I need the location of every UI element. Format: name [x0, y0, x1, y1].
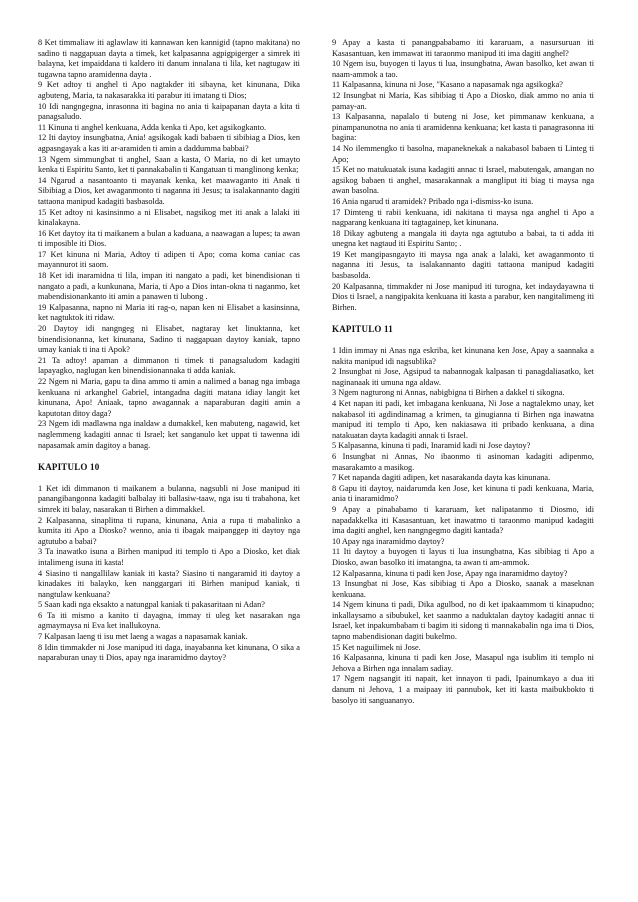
- verse-paragraph: 7 Ket napanda dagiti adipen, ket nasarakanda dayta kas kinunana.: [332, 473, 551, 483]
- verse-paragraph: 13 Ngem simmungbat ti anghel, Saan a kasta, O Maria, no di ket umayto kenka ti Espiritu Santo, ket ti pannakabalin ti Kangatuan ti manglinong kenka;: [38, 154, 300, 175]
- right-block-2: [332, 346, 594, 706]
- verse-paragraph: 14 Ngarud a nasantoanto ti mayanak kenka, ket maawaganto iti Anak ti Sibibiag a Dios, ket awaganmonto ti naganna iti Jesus; ta isalakannanto dagiti tattaona manipud kadagiti basbasolda.: [38, 175, 300, 206]
- verse-paragraph: 3 Ngem nagturong ni Annas, nabigbigna ti Birhen a dakkel ti sikogna.: [332, 388, 565, 398]
- verse-paragraph: 23 Ngem idi madlawna nga inaldaw a dumakkel, ken mabuteng, nagawid, ket naglemmeng kadagiti annac ti Israel; ket sanganulo ket uppat ti tawenna idi napasamak amin dagitoy a banag.: [38, 419, 300, 450]
- left-column: [38, 38, 300, 664]
- left-block-2: [38, 484, 300, 664]
- verse-paragraph: 20 Daytoy idi nangngeg ni Elisabet, nagtaray ket linuktanna, ket binendisionanna, ket kinunana, Sadino ti naggapuan daytoy kaniak, tapno umay kaniak ti ina ti Apok?: [38, 324, 300, 355]
- verse-paragraph: 22 Ngem ni Maria, gapu ta dina ammo ti amin a nalimed a banag nga imbaga kenkuana ni arkanghel Gabriel, intangadna dagiti matana idiay langit ket kinunana, Apo! Aniaak, tapno awagannak a naparaburan dagiti amin a kaputotan ditoy daga?: [38, 377, 300, 418]
- verse-paragraph: 12 Kalpasanna, kinuna ti padi ken Jose, Apay nga inaramidmo daytoy?: [332, 568, 568, 578]
- verse-paragraph: 1 Idin immay ni Anas nga eskriba, ket kinunana ken Jose, Apay a saannaka a nakita manipud idi nagsublika?: [332, 346, 594, 366]
- verse-paragraph: 18 Ket idi inaramidna ti lila, impan iti nangato a padi, ket binendisionan ti nangato a padi, a kunkunana, Maria, ti Apo a Dios intan-okna ti naganmo, ket mabendisionankanto iti amin a panawen ti lubong .: [38, 271, 300, 302]
- verse-paragraph: 19 Ket mangipasngayto iti maysa nga anak a lalaki, ket awaganmonto ti naganna iti Jesus, ta isalakannanto dagiti tattaona manipud kadagiti basbasolda.: [332, 249, 594, 281]
- verse-paragraph: 13 Kalpasanna, napalalo ti buteng ni Jose, ket pimmanaw kenkuana, a pinampanunotna no ania ti aramidenna kenkuana; ket kasta ti panagrasonna iti bagina:: [332, 112, 594, 143]
- chapter-heading-11: KAPITULO 11: [332, 324, 393, 335]
- verse-paragraph: 15 Ket adtoy ni kasinsinmo a ni Elisabet, nagsikog met iti anak a lalaki iti kinalakayna.: [38, 207, 300, 228]
- verse-paragraph: 11 Kinuna ti anghel kenkuana, Adda kenka ti Apo, ket agsikogkanto.: [38, 122, 267, 132]
- verse-paragraph: 8 Gapu iti daytoy, naidarumda ken Jose, ket kinuna ti padi kenkuana, Maria, ania ti inaramidmo?: [332, 483, 594, 504]
- verse-paragraph: 1 Ket idi dimmanon ti maikanem a bulanna, nagsubli ni Jose manipud iti panangibangonna kadagiti balbalay iti ballasiw-taaw, nga isu ti trabahona, ket simrek iti balay, nasarakan ti Birhen a dimmakkel.: [38, 483, 300, 514]
- verse-paragraph: 4 Ket napan iti padi, ket imbagana kenkuana, Ni Jose a nagtalekmo unay, ket nakabasol iti agdindinamag a krimen, ta ginugianna ti Birhen nga inawatna manipud iti templo ti Apo, ken nakiasawa iti pribado kenkuana, a dina natakuatan dayta kadagiti annak ti Israel.: [332, 399, 594, 440]
- verse-paragraph: 6 Ta iti mismo a kanito ti dayagna, immay ti uleg ket nasarakan nga agmaymaysa ni Eva ket inallukoyna.: [38, 610, 300, 631]
- verse-paragraph: 6 Insungbat ni Annas, No ibaonmo ti asinoman kadagiti adipenmo, masarakamto a masikog.: [332, 451, 594, 472]
- right-block-1: [332, 38, 594, 313]
- verse-paragraph: 16 Ket daytoy ita ti maikanem a bulan a kaduana, a naawagan a lupes; ta awan ti imposible iti Dios.: [38, 228, 300, 249]
- verse-paragraph: 9 Ket adtoy ti anghel ti Apo nagtakder iti sibayna, ket kinunana, Dika agbuteng, Maria, ta nakasarakka iti parabur iti imatang ti Dios;: [38, 80, 300, 100]
- right-column: [332, 38, 594, 706]
- verse-paragraph: 2 Insungbat ni Jose, Agsipud ta nabannogak kalpasan ti panagdaliasatko, ket naginanaak iti umuna nga aldaw.: [332, 367, 594, 387]
- verse-paragraph: 14 Ngem kinuna ti padi, Dika agulbod, no di ket ipakaammom ti kinapudno; inkallaysamo a sibubukel, ket saanmo a naduktalan daytoy kadagiti annac ti Israel, ket inpakumbabam ti bagim iti sidong ti mannakabalin nga ima ti Dios, tapno mabendisionan dagiti bukelmo.: [332, 600, 594, 642]
- verse-paragraph: 15 Ket no matukuatak isuna kadagiti annac ti Israel, mabutengak, amangan no agsikog babaen ti anghel, masarakannak a mangliput iti biag ti maysa nga awan basolna.: [332, 165, 594, 196]
- verse-paragraph: 17 Ket kinuna ni Maria, Adtoy ti adipen ti Apo; coma koma caniac cas mayannurot iti saom.: [38, 249, 300, 270]
- verse-paragraph: 17 Ngem nagsangit iti napait, ket innayon ti padi, Ipainumkayo a dua iti danum ni Jehova, 1 a maipaay iti pannubok, ket iti kasta maibukbokto ti basolyo iti sanguananyo.: [332, 674, 594, 705]
- verse-paragraph: 18 Dikay agbuteng a mangala iti dayta nga agtutubo a babai, ta ti adda iti unegna ket nagtaud iti Espiritu Santo; .: [332, 228, 594, 249]
- verse-paragraph: 9 Apay a pinababamo ti kararuam, ket nalipatanmo ti Diosmo, idi napadakkelka iti Kasasantuan, ket inawatmo ti taraonmo manipud kadagiti ima dagiti anghel, ken nangngegmo dagiti kantada?: [332, 504, 594, 536]
- verse-paragraph: 13 Insungbat ni Jose, Kas sibibiag ti Apo a Diosko, saanak a maseknan kenkuana.: [332, 579, 594, 599]
- verse-paragraph: 21 Ta adtoy! apaman a dimmanon ti timek ti panagsaludom kadagiti lapayagko, naglugan ken binendisionannaka ti adda kaniak.: [38, 355, 300, 376]
- verse-paragraph: 7 Kalpasan laeng ti isu met laeng a wagas a napasamak kaniak.: [38, 632, 248, 642]
- verse-paragraph: 20 Kalpasanna, timmakder ni Jose manipud iti turogna, ket indaydayawna ti Dios ti Israel, a nangipakita kenkuana iti kasta a parabur, ken nangitalimeng iti Birhen.: [332, 281, 594, 312]
- verse-paragraph: 4 Siasino ti nangallilaw kaniak iti kasta? Siasino ti nangaramid iti daytoy a kinadakes iti balayko, ken nanggargari iti Birhen manipud kaniak, ti nangtulaw kenkuana?: [38, 568, 300, 599]
- verse-paragraph: 17 Dimteng ti rabii kenkuana, idi nakitana ti maysa nga anghel ti Apo a nagparang kenkuana iti tagtagainep, ket kinunana.: [332, 207, 594, 228]
- verse-paragraph: 12 Insungbat ni Maria, Kas sibibiag ti Apo a Diosko, diak ammo no ania ti pamay-an.: [332, 90, 594, 111]
- verse-paragraph: 3 Ta inawatko isuna a Birhen manipud iti templo ti Apo a Diosko, ket diak intalimeng isuna iti kasta!: [38, 547, 300, 567]
- verse-paragraph: 10 Ngem isu, buyogen ti layus ti lua, insungbatna, Awan basolko, ket awan ti naam-ammok a tao.: [332, 59, 594, 79]
- verse-paragraph: 10 Apay nga inaramidmo daytoy?: [332, 536, 445, 546]
- left-block-1: [38, 38, 300, 451]
- chapter-heading-10: KAPITULO 10: [38, 462, 100, 473]
- verse-paragraph: 9 Apay a kasta ti panangpababamo iti kararuam, a nasursuruan iti Kasasantuan, ken immawat iti taraonmo manipud iti ima dagiti anghel?: [332, 38, 594, 58]
- verse-paragraph: 8 Ket timmaliaw iti aglawlaw iti kannawan ken kannigid (tapno makitana) no sadino ti naggapuan dayta a timek, ket kalpasanna agpigpigerger a simrek iti balayna, ket impaiddana ti kaldero iti danum innalana ti lila, ket nagtugaw iti tugawna tapno aramidenna dayta .: [38, 38, 300, 79]
- verse-paragraph: 8 Idin timmakder ni Jose manipud iti daga, inayabanna ket kinunana, O sika a naparaburan unay ti Dios, apay nga inaramidmo daytoy?: [38, 642, 300, 663]
- verse-paragraph: 12 Iti daytoy insungbatna, Ania! agsikogak kadi babaen ti sibibiag a Dios, ken agpasngayak a kas iti ar-aramiden ti amin a daddumma babbai?: [38, 133, 300, 153]
- verse-paragraph: 2 Kalpasanna, sinaplitna ti rupana, kinunana, Ania a rupa ti mabalinko a kumita iti Apo a Diosko? wenno, ania ti ibagak maipanggep iti daytoy nga agtutubo a babai?: [38, 515, 300, 546]
- verse-paragraph: 5 Kalpasanna, kinuna ti padi, Inaramid kadi ni Jose daytoy?: [332, 441, 531, 451]
- verse-paragraph: 16 Ania ngarud ti aramidek? Pribado nga i-dismiss-ko isuna.: [332, 196, 534, 206]
- verse-paragraph: 16 Kalpasanna, kinuna ti padi ken Jose, Masapul nga isublim iti templo ni Jehova a Birhen nga innalam sadiay.: [332, 653, 594, 673]
- verse-paragraph: 19 Kalpasanna, napno ni Maria iti rag-o, napan ken ni Elisabet a kasinsinna, ket nagtuktok iti ridaw.: [38, 302, 300, 323]
- verse-paragraph: 14 No ilemmengko ti basolna, mapaneknekak a nakabasol babaen ti Linteg ti Apo;: [332, 143, 594, 164]
- verse-paragraph: 10 Idi nangngegna, inrasonna iti bagina no ania ti kaipapanan dayta a kita ti panagsaludo.: [38, 101, 300, 122]
- verse-paragraph: 11 Kalpasanna, kinuna ni Jose, "Kasano a napasamak nga agsikogka?: [332, 80, 563, 90]
- verse-paragraph: 11 Iti daytoy a buyogen ti layus ti lua insungbatna, Kas sibibiag ti Apo a Diosko, awan basolko iti imatangna, ta awan ti am-ammok.: [332, 547, 594, 567]
- verse-paragraph: 15 Ket naguilimek ni Jose.: [332, 642, 421, 652]
- verse-paragraph: 5 Saan kadi nga eksakto a natungpal kaniak ti pakasaritaan ni Adan?: [38, 600, 265, 610]
